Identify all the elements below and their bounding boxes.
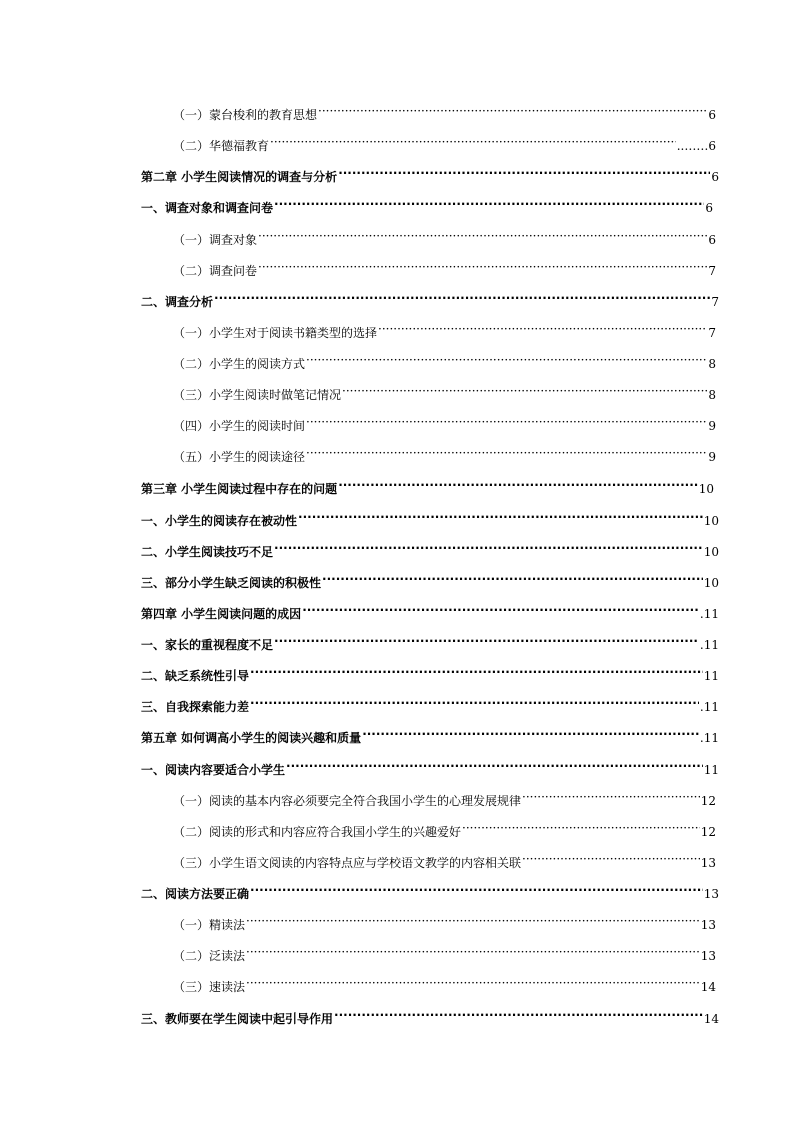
toc-leader-dots xyxy=(322,571,703,587)
toc-entry-title: 三、自我探索能力差 xyxy=(141,700,250,714)
toc-page-number: 7 xyxy=(711,295,719,309)
toc-page-number: 12 xyxy=(700,825,716,839)
toc-section-entry[interactable] xyxy=(173,851,716,870)
toc-page-number: 6 xyxy=(711,170,719,184)
toc-section-entry[interactable] xyxy=(173,383,716,402)
toc-page-number: ..……6 xyxy=(676,139,716,153)
toc-chapter-entry[interactable] xyxy=(141,664,719,683)
toc-entry-title: （一）蒙台梭利的教育思想 xyxy=(173,108,318,122)
toc-section-entry[interactable] xyxy=(173,820,716,839)
toc-entry-title: 三、部分小学生缺乏阅读的积极性 xyxy=(141,576,322,590)
toc-section-entry[interactable] xyxy=(173,134,716,153)
toc-leader-dots xyxy=(250,695,699,711)
toc-page-number: 13 xyxy=(700,949,716,963)
toc-page-number: .11 xyxy=(699,607,719,621)
toc-page-number: 13 xyxy=(700,918,716,932)
toc-entry-title: （一）小学生对于阅读书籍类型的选择 xyxy=(173,326,378,340)
toc-section-entry[interactable] xyxy=(173,975,716,994)
toc-chapter-entry[interactable] xyxy=(141,571,719,590)
toc-chapter-entry[interactable] xyxy=(141,633,719,652)
toc-leader-dots xyxy=(302,602,699,618)
toc-entry-title: （三）速读法 xyxy=(173,980,246,994)
toc-leader-dots xyxy=(306,414,707,430)
toc-entry-title: （五）小学生的阅读途径 xyxy=(173,450,306,464)
toc-page-number: 9 xyxy=(708,450,716,464)
toc-entry-title: 二、调查分析 xyxy=(141,295,214,309)
toc-leader-dots xyxy=(378,321,707,337)
toc-entry-title: 二、小学生阅读技巧不足 xyxy=(141,545,274,559)
toc-entry-title: （四）小学生的阅读时间 xyxy=(173,419,306,433)
toc-chapter-entry[interactable] xyxy=(141,758,719,777)
toc-page-number: 6 xyxy=(708,233,716,247)
toc-page-number: 7 xyxy=(708,264,716,278)
toc-entry-title: （三）小学生阅读时做笔记情况 xyxy=(173,388,342,402)
toc-page-number: 11 xyxy=(703,669,719,683)
toc-leader-dots xyxy=(258,259,707,275)
toc-chapter-entry[interactable] xyxy=(141,290,719,309)
toc-chapter-entry[interactable] xyxy=(141,726,719,745)
toc-entry-title: （二）调查问卷 xyxy=(173,264,258,278)
toc-leader-dots xyxy=(306,352,707,368)
toc-entry-title: 第四章 小学生阅读问题的成因 xyxy=(141,607,302,621)
toc-chapter-entry[interactable] xyxy=(141,509,719,528)
toc-chapter-entry[interactable] xyxy=(141,695,719,714)
toc-entry-title: 一、阅读内容要适合小学生 xyxy=(141,763,286,777)
toc-chapter-entry[interactable] xyxy=(141,1007,719,1026)
toc-section-entry[interactable] xyxy=(173,228,716,247)
toc-entry-title: （三）小学生语文阅读的内容特点应与学校语文教学的内容相关联 xyxy=(173,856,522,870)
toc-page-number: 8 xyxy=(708,357,716,371)
toc-page-number: 6 xyxy=(705,201,713,215)
toc-entry-title: 第五章 如何调高小学生的阅读兴趣和质量 xyxy=(141,731,362,745)
toc-chapter-entry[interactable] xyxy=(141,196,713,215)
toc-section-entry[interactable] xyxy=(173,321,716,340)
toc-entry-title: （一）调查对象 xyxy=(173,233,258,247)
toc-page-number: 10 xyxy=(703,545,719,559)
toc-entry-title: （二）阅读的形式和内容应符合我国小学生的兴趣爱好 xyxy=(173,825,462,839)
toc-leader-dots xyxy=(522,851,700,867)
toc-page-number: 7 xyxy=(708,326,716,340)
toc-leader-dots xyxy=(334,1007,703,1023)
toc-entry-title: 一、调查对象和调查问卷 xyxy=(141,201,274,215)
toc-page-number: 9 xyxy=(708,419,716,433)
toc-leader-dots xyxy=(274,633,699,649)
toc-chapter-entry[interactable] xyxy=(141,165,719,184)
toc-page-number: .11 xyxy=(699,731,719,745)
toc-entry-title: （一）精读法 xyxy=(173,918,246,932)
toc-page-number: 10 xyxy=(698,482,714,496)
toc-leader-dots xyxy=(214,290,710,306)
toc-section-entry[interactable] xyxy=(173,414,716,433)
toc-entry-title: （二）华德福教育 xyxy=(173,139,270,153)
toc-section-entry[interactable] xyxy=(173,445,716,464)
toc-leader-dots xyxy=(338,477,698,493)
toc-entry-title: （一）阅读的基本内容必须要完全符合我国小学生的心理发展规律 xyxy=(173,794,522,808)
toc-section-entry[interactable] xyxy=(173,259,716,278)
toc-leader-dots xyxy=(522,789,700,805)
toc-section-entry[interactable] xyxy=(173,913,716,932)
toc-leader-dots xyxy=(298,509,703,525)
toc-page-number: 6 xyxy=(708,108,716,122)
toc-section-entry[interactable] xyxy=(173,789,716,808)
toc-leader-dots xyxy=(338,165,710,181)
toc-entry-title: 第三章 小学生阅读过程中存在的问题 xyxy=(141,482,338,496)
toc-entry-title: 一、小学生的阅读存在被动性 xyxy=(141,514,298,528)
toc-entry-title: 三、教师要在学生阅读中起引导作用 xyxy=(141,1012,334,1026)
toc-section-entry[interactable] xyxy=(173,944,716,963)
toc-chapter-entry[interactable] xyxy=(141,602,719,621)
toc-leader-dots xyxy=(274,540,703,556)
toc-page-number: .11 xyxy=(699,700,719,714)
toc-chapter-entry[interactable] xyxy=(141,477,714,496)
toc-leader-dots xyxy=(246,913,700,929)
toc-entry-title: 二、缺乏系统性引导 xyxy=(141,669,250,683)
toc-leader-dots xyxy=(270,134,676,150)
toc-page-number: 13 xyxy=(703,887,719,901)
toc-page-number: 10 xyxy=(703,514,719,528)
toc-leader-dots xyxy=(342,383,707,399)
toc-page-number: .11 xyxy=(699,638,719,652)
toc-section-entry[interactable] xyxy=(173,352,716,371)
toc-leader-dots xyxy=(250,882,703,898)
toc-leader-dots xyxy=(286,758,703,774)
toc-page-number: 12 xyxy=(700,794,716,808)
toc-leader-dots xyxy=(318,103,707,119)
toc-page-number: 13 xyxy=(700,856,716,870)
toc-page-number: 11 xyxy=(703,763,719,777)
toc-chapter-entry[interactable] xyxy=(141,882,719,901)
toc-entry-title: 第二章 小学生阅读情况的调查与分析 xyxy=(141,170,338,184)
toc-page-number: 8 xyxy=(708,388,716,402)
toc-entry-title: （二）小学生的阅读方式 xyxy=(173,357,306,371)
toc-entry-title: （二）泛读法 xyxy=(173,949,246,963)
toc-leader-dots xyxy=(274,196,704,212)
toc-leader-dots xyxy=(306,445,707,461)
toc-leader-dots xyxy=(246,975,700,991)
toc-entry-title: 二、阅读方法要正确 xyxy=(141,887,250,901)
toc-page-number: 10 xyxy=(703,576,719,590)
toc-leader-dots xyxy=(462,820,700,836)
toc-leader-dots xyxy=(250,664,703,680)
toc-leader-dots xyxy=(258,228,707,244)
toc-page-number: 14 xyxy=(703,1012,719,1026)
toc-entry-title: 一、家长的重视程度不足 xyxy=(141,638,274,652)
toc-section-entry[interactable] xyxy=(173,103,716,122)
toc-page-number: 14 xyxy=(700,980,716,994)
toc-chapter-entry[interactable] xyxy=(141,540,719,559)
toc-leader-dots xyxy=(246,944,700,960)
toc-leader-dots xyxy=(362,726,699,742)
